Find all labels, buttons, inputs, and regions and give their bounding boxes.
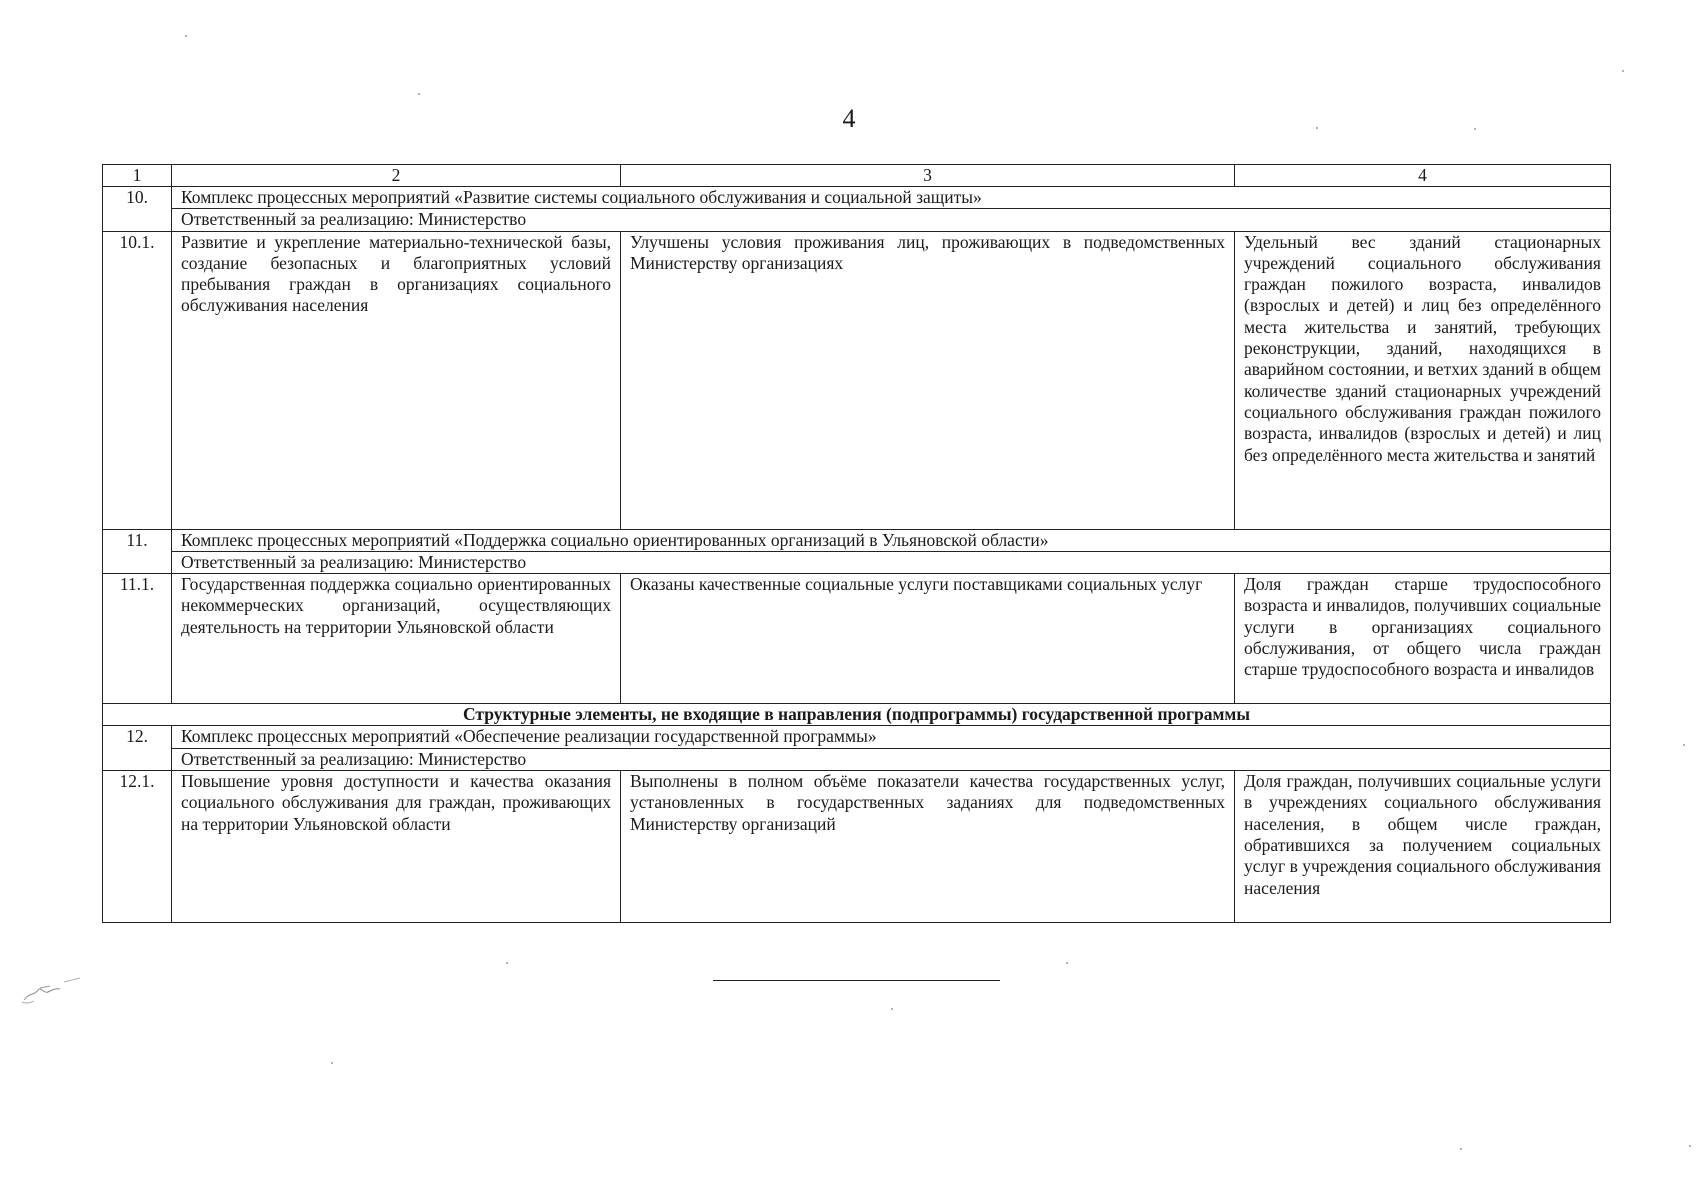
scan-speck — [1316, 127, 1318, 129]
item-result: Выполнены в полном объёме показатели качества государственных услуг, установленных в государственных заданиях для подведомственных Министерству организаций — [621, 771, 1235, 923]
column-number-row — [103, 165, 1611, 187]
scan-speck — [1622, 70, 1624, 72]
item-indicator: Удельный вес зданий стационарных учреждений социального обслуживания граждан пожилого возраста, инвалидов (взрослых и детей) и лиц без определённого места жительства и занятий, требующих реконструкции, зданий, находящихся в аварийном состоянии, и ветхих зданий в общем количестве зданий стационарных учреждений социального обслуживания граждан пожилого возраста, инвалидов (взрослых и детей) и лиц без определённого места жительства и занятий — [1235, 231, 1611, 529]
column-header-2: 2 — [172, 165, 621, 187]
item-number: 11.1. — [103, 574, 172, 704]
scan-speck — [185, 35, 187, 37]
scan-speck — [1066, 962, 1068, 964]
column-header-3: 3 — [621, 165, 1235, 187]
scan-speck — [1460, 1148, 1462, 1150]
item-indicator: Доля граждан старше трудоспособного возраста и инвалидов, получивших социальные услуги в организациях социального обслуживания, от общего числа граждан старше трудоспособного возраста и инвалидов — [1235, 574, 1611, 704]
item-number: 10.1. — [103, 231, 172, 529]
section-heading: Структурные элементы, не входящие в направления (подпрограммы) государственной программы — [103, 704, 1611, 726]
responsible-row — [103, 551, 1611, 573]
responsible-text: Ответственный за реализацию: Министерство — [172, 551, 1611, 573]
item-result: Улучшены условия проживания лиц, проживающих в подведомственных Министерству организациях — [621, 231, 1235, 529]
responsible-row — [103, 748, 1611, 770]
page-number: 4 — [842, 104, 856, 133]
column-header-1: 1 — [103, 165, 172, 187]
scan-speck — [418, 93, 420, 95]
item-result: Оказаны качественные социальные услуги поставщиками социальных услуг — [621, 574, 1235, 704]
item-row — [103, 231, 1611, 529]
item-task: Повышение уровня доступности и качества оказания социального обслуживания для граждан, проживающих на территории Ульяновской области — [172, 771, 621, 923]
item-row — [103, 574, 1611, 704]
item-task: Развитие и укрепление материально-технической базы, создание безопасных и благоприятных условий пребывания граждан в организациях социального обслуживания населения — [172, 231, 621, 529]
item-indicator: Доля граждан, получивших социальные услуги в учреждениях социального обслуживания населения, в общем числе граждан, обратившихся за получением социальных услуг в учреждения социального обслуживания населения — [1235, 771, 1611, 923]
group-number: 11. — [103, 529, 172, 574]
scan-speck — [891, 1008, 893, 1010]
scan-speck — [1689, 1145, 1691, 1147]
item-task: Государственная поддержка социально ориентированных некоммерческих организаций, осуществляющих деятельность на территории Ульяновской области — [172, 574, 621, 704]
responsible-row — [103, 209, 1611, 231]
scan-speck — [1683, 744, 1685, 746]
responsible-text: Ответственный за реализацию: Министерство — [172, 748, 1611, 770]
handwritten-mark — [20, 972, 84, 1006]
group-title: Комплекс процессных мероприятий «Поддержка социально ориентированных организаций в Ульяновской области» — [172, 529, 1611, 551]
group-number: 10. — [103, 187, 172, 232]
group-number: 12. — [103, 726, 172, 771]
group-title: Комплекс процессных мероприятий «Развитие системы социального обслуживания и социальной защиты» — [172, 187, 1611, 209]
responsible-text: Ответственный за реализацию: Министерство — [172, 209, 1611, 231]
section-heading-row — [103, 704, 1611, 726]
group-title: Комплекс процессных мероприятий «Обеспечение реализации государственной программы» — [172, 726, 1611, 748]
end-of-document-rule — [713, 980, 1000, 981]
item-row — [103, 771, 1611, 923]
item-number: 12.1. — [103, 771, 172, 923]
column-header-4: 4 — [1235, 165, 1611, 187]
group-title-row — [103, 187, 1611, 209]
scan-speck — [1474, 128, 1476, 130]
scan-speck — [331, 1062, 333, 1064]
group-title-row — [103, 726, 1611, 748]
scan-speck — [506, 962, 508, 964]
group-title-row — [103, 529, 1611, 551]
measures-table — [102, 164, 1611, 923]
